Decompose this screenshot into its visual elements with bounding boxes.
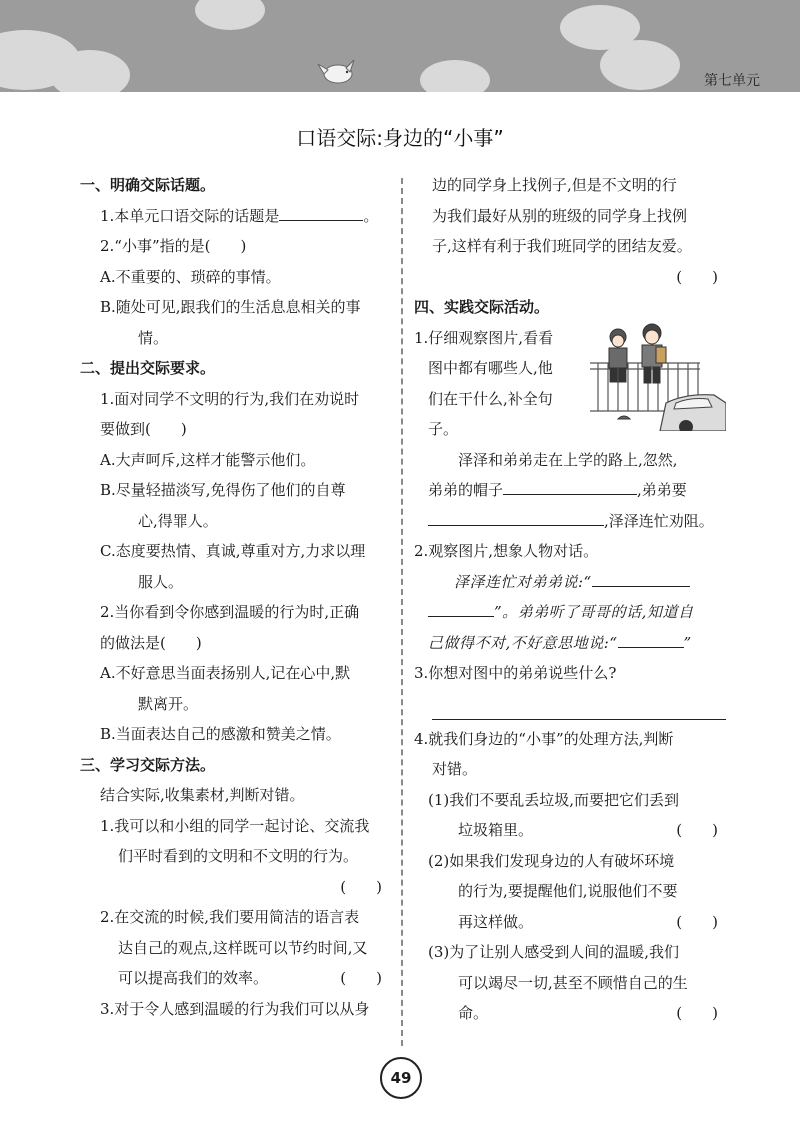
dialog-line xyxy=(414,628,726,659)
cloud-decoration xyxy=(195,0,265,30)
left-column xyxy=(80,170,390,1024)
answer-blank[interactable] xyxy=(279,202,363,221)
answer-blank[interactable] xyxy=(503,476,637,495)
option-a[interactable]: A.大声呵斥,这样才能警示他们。 xyxy=(100,450,316,469)
option-b-cont: 心,得罪人。 xyxy=(138,511,218,530)
dialog-line xyxy=(414,567,726,598)
question-line: 们平时看到的文明和不文明的行为。 xyxy=(118,847,359,865)
column-divider xyxy=(401,178,403,1046)
question-line: 对错。 xyxy=(432,760,478,778)
judge-item xyxy=(414,907,726,938)
question-line: 为我们最好从别的班级的同学身上找例 xyxy=(432,206,688,225)
section1-heading: 一、明确交际话题。 xyxy=(80,176,216,194)
option-a[interactable]: A.不重要的、琐碎的事情。 xyxy=(100,267,281,286)
dialog-text: 泽泽连忙对弟弟说:“ xyxy=(454,572,592,591)
answer-parentheses[interactable]: ( ) xyxy=(676,1004,718,1022)
judge-item: (1)我们不要乱丢垃圾,而要把它们丢到 xyxy=(428,790,680,809)
answer-parentheses[interactable]: ( ) xyxy=(340,877,382,896)
option-b[interactable]: B.随处可见,跟我们的生活息息相关的事 xyxy=(100,298,361,316)
option-a-cont: 默离开。 xyxy=(138,694,199,713)
option-b[interactable]: B.尽量轻描淡写,免得伤了他们的自尊 xyxy=(100,481,346,499)
dialog-text: 己做得不对,不好意思地说:“ xyxy=(428,633,618,652)
option-b-cont: 情。 xyxy=(138,328,169,347)
dialog-text: ” xyxy=(683,633,692,652)
judge-item: 可以竭尽一切,甚至不顾惜自己的生 xyxy=(458,973,688,992)
story-line xyxy=(414,506,726,537)
answer-blank[interactable] xyxy=(428,598,494,617)
question-line: 2.在交流的时候,我们要用简洁的语言表 xyxy=(100,908,360,926)
right-column xyxy=(414,170,726,1029)
dialog-line xyxy=(414,597,726,628)
question-line: 达自己的观点,这样既可以节约时间,又 xyxy=(118,938,368,957)
option-c[interactable]: C.态度要热情、真诚,尊重对方,力求以理 xyxy=(100,542,366,560)
answer-parentheses[interactable]: ( ) xyxy=(676,821,718,839)
picture-question xyxy=(414,323,726,445)
judge-item: 的行为,要提醒他们,说服他们不要 xyxy=(458,882,678,900)
story-line xyxy=(414,475,726,506)
header-banner xyxy=(0,0,800,92)
story-text: 弟弟的帽子 xyxy=(428,481,504,499)
question-line: 2.观察图片,想象人物对话。 xyxy=(414,542,599,560)
story-line: 泽泽和弟弟走在上学的路上,忽然, xyxy=(458,450,678,469)
judge-text: 再这样做。 xyxy=(458,912,534,931)
question-line: 1.仔细观察图片,看看 xyxy=(414,328,554,347)
answer-parentheses[interactable]: ( ) xyxy=(676,267,718,286)
question-line: 子,这样有利于我们班同学的团结友爱。 xyxy=(432,237,692,255)
option-c-cont: 服人。 xyxy=(138,572,184,591)
cloud-decoration xyxy=(600,40,680,90)
judge-item: (2)如果我们发现身边的人有破坏环境 xyxy=(428,851,675,870)
dialog-text: ”。弟弟听了哥哥的话,知道自 xyxy=(494,603,694,621)
answer-line[interactable] xyxy=(432,689,726,720)
question-line xyxy=(80,201,390,232)
judge-item xyxy=(414,815,726,846)
question-line: 3.对于令人感到温暖的行为我们可以从身 xyxy=(100,999,370,1018)
option-a[interactable]: A.不好意思当面表扬别人,记在心中,默 xyxy=(100,664,351,682)
question-text: 1.本单元口语交际的话题是 xyxy=(100,206,280,225)
question-line: 4.就我们身边的“小事”的处理方法,判断 xyxy=(414,729,674,748)
bird-icon xyxy=(316,58,358,86)
question-line: 1.面对同学不文明的行为,我们在劝说时 xyxy=(100,389,360,408)
question-line: 图中都有哪些人,他 xyxy=(428,359,553,377)
question-line: 3.你想对图中的弟弟说些什么? xyxy=(414,664,617,682)
answer-blank[interactable] xyxy=(592,568,690,587)
cloud-decoration xyxy=(50,50,130,92)
section4-heading: 四、实践交际活动。 xyxy=(414,298,550,316)
section2-heading: 二、提出交际要求。 xyxy=(80,359,216,377)
story-text: ,弟弟要 xyxy=(637,481,687,499)
answer-parentheses[interactable]: ( ) xyxy=(340,969,382,987)
judge-text: 命。 xyxy=(458,1004,489,1022)
street-scene-illustration xyxy=(590,323,726,431)
cloud-decoration xyxy=(420,60,490,92)
judge-item xyxy=(414,998,726,1029)
question-text: 可以提高我们的效率。 xyxy=(118,969,269,987)
question-line: 1.我可以和小组的同学一起讨论、交流我 xyxy=(100,816,370,835)
question-line: 们在干什么,补全句 xyxy=(428,389,553,408)
judge-item: (3)为了让别人感受到人间的温暖,我们 xyxy=(428,943,680,961)
question-line: 子。 xyxy=(428,420,459,438)
question-line: 要做到( ) xyxy=(100,420,187,438)
answer-blank[interactable] xyxy=(428,507,604,526)
page-number: 49 xyxy=(380,1057,422,1099)
answer-blank[interactable] xyxy=(618,629,684,648)
answer-parentheses[interactable]: ( ) xyxy=(676,912,718,931)
option-b[interactable]: B.当面表达自己的感激和赞美之情。 xyxy=(100,725,341,743)
question-line: 的做法是( ) xyxy=(100,633,202,652)
question-line: 2.“小事”指的是( ) xyxy=(100,237,247,255)
question-line xyxy=(80,963,390,994)
story-text: ,泽泽连忙劝阻。 xyxy=(604,511,714,530)
section3-heading: 三、学习交际方法。 xyxy=(80,755,216,774)
unit-label: 第七单元 xyxy=(704,73,760,89)
judge-text: 垃圾箱里。 xyxy=(458,821,534,839)
question-line: 边的同学身上找例子,但是不文明的行 xyxy=(432,176,677,194)
page-title: 口语交际:身边的“小事” xyxy=(296,126,504,150)
question-line: 2.当你看到令你感到温暖的行为时,正确 xyxy=(100,603,360,621)
question-text: 。 xyxy=(363,206,379,225)
section3-intro: 结合实际,收集素材,判断对错。 xyxy=(100,786,305,804)
